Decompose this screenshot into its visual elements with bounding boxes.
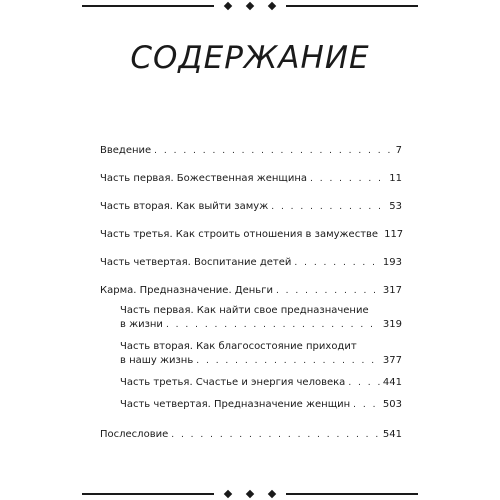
dot-leader	[353, 398, 380, 412]
toc-entry-title: Введение	[100, 145, 152, 156]
toc-entry-part-2[interactable]	[100, 200, 402, 214]
toc-entry-title: Часть третья. Как строить отношения в замужестве	[100, 229, 379, 240]
dot-leader	[196, 354, 380, 368]
dot-leader	[171, 428, 380, 442]
toc-subentry-title-line1: Часть первая. Как найти свое предназначение	[120, 305, 369, 316]
toc-subentry-page: 377	[382, 355, 402, 366]
toc-entry-introduction[interactable]	[100, 144, 402, 158]
toc-entry-part-3[interactable]	[100, 228, 402, 242]
toc-entry-title: Послесловие	[100, 429, 169, 440]
toc-entry-part-4[interactable]	[100, 256, 402, 270]
toc-entry-page: 53	[389, 201, 402, 212]
toc-entry-page: 7	[395, 145, 402, 156]
toc-entry-title: Часть первая. Божественная женщина	[100, 173, 308, 184]
ornament-line	[286, 5, 418, 7]
dot-leader	[294, 256, 380, 270]
toc-entry-page: 317	[382, 285, 402, 296]
toc-subentry-title: Часть четвертая. Предназначение женщин	[120, 399, 351, 410]
toc-entry-part-1[interactable]	[100, 172, 402, 186]
toc-entry-title: Карма. Предназначение. Деньги	[100, 285, 273, 296]
toc-entry-page: 193	[382, 257, 402, 268]
dot-leader	[276, 284, 380, 298]
dot-leader	[271, 200, 386, 214]
dot-leader	[154, 144, 392, 158]
toc-subentry-4[interactable]	[120, 398, 402, 412]
toc-subentry-title-line1: Часть вторая. Как благосостояние приходит	[120, 341, 357, 352]
toc-subentry-2[interactable]	[120, 340, 402, 368]
toc-subentry-title-line2: в нашу жизнь	[120, 355, 194, 366]
ornament-line	[286, 493, 418, 495]
page-title: СОДЕРЖАНИЕ	[130, 40, 370, 76]
toc-subentry-3[interactable]	[120, 376, 402, 390]
toc-entry-title: Часть вторая. Как выйти замуж	[100, 201, 269, 212]
toc-subentry-title: Часть третья. Счастье и энергия человека	[120, 377, 346, 388]
diamond-icon	[224, 2, 232, 10]
toc-entry-title: Часть четвертая. Воспитание детей	[100, 257, 292, 268]
toc-entry-afterword[interactable]	[100, 428, 402, 442]
toc-subentry-title-line2: в жизни	[120, 319, 163, 330]
toc-entry-page: 541	[382, 429, 402, 440]
toc-subentry-1[interactable]	[120, 304, 402, 332]
diamond-icon	[268, 490, 276, 498]
bottom-ornament	[82, 491, 418, 497]
toc-subentry-page: 319	[382, 319, 402, 330]
toc-entry-page: 11	[389, 173, 402, 184]
ornament-line	[82, 493, 214, 495]
diamond-icon	[224, 490, 232, 498]
top-ornament	[82, 3, 418, 9]
toc-subentry-page: 441	[382, 377, 402, 388]
diamond-icon	[246, 490, 254, 498]
dot-leader	[310, 172, 386, 186]
dot-leader	[166, 318, 380, 332]
diamond-icon	[246, 2, 254, 10]
diamond-icon	[268, 2, 276, 10]
toc-subentry-page: 503	[382, 399, 402, 410]
ornament-line	[82, 5, 214, 7]
toc-entry-page: 117	[384, 229, 404, 240]
dot-leader	[348, 376, 380, 390]
toc-entry-karma[interactable]	[100, 284, 402, 298]
